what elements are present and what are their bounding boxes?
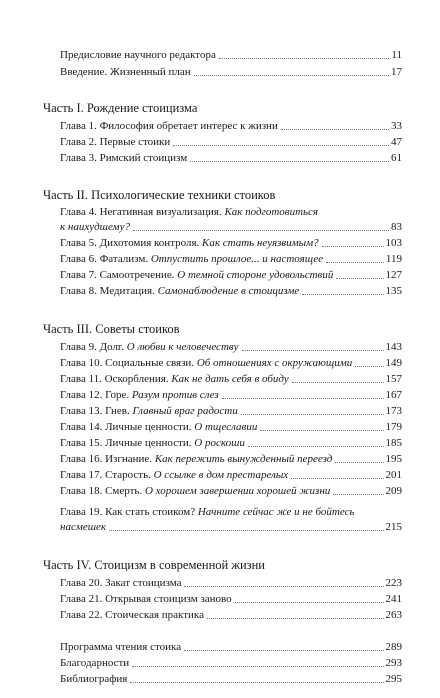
entry-title: Библиография [60, 673, 128, 685]
entry-title: Введение. Жизненный план [60, 66, 191, 78]
entry-title: Программа чтения стоика [60, 641, 182, 653]
entry-title: Глава 15. Личные ценности. [60, 437, 192, 449]
dot-leader [235, 602, 384, 603]
dot-leader [207, 618, 384, 619]
entry-subtitle: О роскоши [194, 437, 245, 449]
entry-title: Глава 5. Дихотомия контроля. [60, 237, 200, 249]
dot-leader [109, 530, 383, 531]
entry-subtitle: О темной стороне удовольствий [177, 269, 334, 281]
entry-page: 11 [391, 49, 402, 61]
entry-page: 241 [385, 593, 402, 605]
dot-leader [173, 145, 389, 146]
entry-title: Глава 19. Как стать стоиком? [60, 506, 196, 518]
toc-entry[interactable] [60, 356, 402, 370]
entry-subtitle: Разум против слез [131, 389, 219, 401]
entry-title: Глава 11. Оскорбления. [60, 373, 169, 385]
toc-entry-line1[interactable] [60, 205, 402, 219]
entry-title: Глава 13. Гнев. [60, 405, 130, 417]
entry-page: 33 [391, 120, 402, 132]
entry-title: Глава 3. Римский стоицизм [60, 152, 188, 164]
entry-page: 295 [385, 673, 402, 685]
entry-page: 209 [385, 485, 402, 497]
toc-entry-line1[interactable] [60, 505, 402, 519]
entry-subtitle: Отпустить прошлое... и настоящее [150, 253, 324, 265]
toc-entry[interactable] [60, 436, 402, 450]
dot-leader [133, 230, 389, 231]
entry-page: 167 [385, 389, 402, 401]
entry-subtitle: О любви к человечеству [126, 341, 239, 353]
entry-page: 157 [385, 373, 402, 385]
entry-page: 83 [391, 221, 402, 233]
toc-entry[interactable] [60, 151, 402, 165]
toc-entry-line2[interactable] [60, 520, 402, 534]
entry-subtitle: Как подготовиться [224, 206, 319, 218]
dot-leader [194, 75, 389, 76]
entry-subtitle: к наихудшему? [60, 221, 130, 233]
toc-entry-preface[interactable] [60, 48, 402, 62]
dot-leader [336, 278, 383, 279]
toc-entry[interactable] [60, 576, 402, 590]
entry-subtitle: Как не дать себя в обиду [171, 373, 289, 385]
dot-leader [190, 161, 389, 162]
toc-entry[interactable] [60, 420, 402, 434]
dot-leader [132, 666, 383, 667]
entry-title: Глава 4. Негативная визуализация. [60, 206, 222, 218]
dot-leader [335, 462, 383, 463]
entry-page: 263 [385, 609, 402, 621]
dot-leader [292, 382, 384, 383]
entry-subtitle: О ссылке в дом престарелых [153, 469, 289, 481]
dot-leader [184, 586, 383, 587]
entry-title: Глава 20. Закат стоицизма [60, 577, 182, 589]
part-heading: Часть I. Рождение стоицизма [43, 101, 198, 115]
entry-page: 223 [385, 577, 402, 589]
entry-title: Глава 14. Личные ценности. [60, 421, 192, 433]
dot-leader [130, 682, 383, 683]
dot-leader [302, 294, 383, 295]
entry-title: Глава 2. Первые стоики [60, 136, 171, 148]
dot-leader [355, 366, 383, 367]
entry-page: 127 [385, 269, 402, 281]
entry-subtitle: Об отношениях с окружающими [196, 357, 353, 369]
dot-leader [260, 430, 383, 431]
entry-page: 135 [385, 285, 402, 297]
toc-entry[interactable] [60, 372, 402, 386]
entry-page: 143 [385, 341, 402, 353]
toc-entry[interactable] [60, 468, 402, 482]
entry-subtitle: Самонаблюдение в стоицизме [157, 285, 300, 297]
entry-title: Глава 12. Горе. [60, 389, 130, 401]
entry-title: Глава 1. Философия обретает интерес к жизни [60, 120, 278, 132]
entry-page: 149 [385, 357, 402, 369]
entry-subtitle: насмешек [60, 521, 107, 533]
dot-leader [248, 446, 384, 447]
entry-title: Глава 16. Изгнание. [60, 453, 153, 465]
dot-leader [184, 650, 383, 651]
entry-title: Глава 21. Открывая стоицизм заново [60, 593, 232, 605]
entry-title: Глава 17. Старость. [60, 469, 151, 481]
dot-leader [322, 246, 384, 247]
entry-subtitle: О тщеславии [194, 421, 258, 433]
toc-entry-introduction[interactable] [60, 65, 402, 79]
part-heading: Часть II. Психологические техники стоиков [43, 188, 276, 202]
entry-title: Благодарности [60, 657, 130, 669]
toc-entry[interactable] [60, 340, 402, 354]
entry-page: 293 [385, 657, 402, 669]
toc-entry[interactable] [60, 135, 402, 149]
entry-page: 179 [385, 421, 402, 433]
toc-entry[interactable] [60, 592, 402, 606]
entry-subtitle: Главный враг радости [132, 405, 238, 417]
part-heading: Часть III. Советы стоиков [43, 322, 180, 336]
entry-title: Глава 7. Самоотречение. [60, 269, 175, 281]
entry-title: Глава 8. Медитация. [60, 285, 155, 297]
entry-subtitle: Как стать неуязвимым? [202, 237, 319, 249]
toc-entry[interactable] [60, 236, 402, 250]
toc-entry[interactable] [60, 608, 402, 622]
entry-page: 201 [385, 469, 402, 481]
dot-leader [281, 129, 389, 130]
entry-subtitle: О хорошем завершении хорошей жизни [144, 485, 331, 497]
entry-page: 47 [391, 136, 402, 148]
entry-page: 103 [385, 237, 402, 249]
entry-page: 17 [391, 66, 402, 78]
entry-page: 289 [385, 641, 402, 653]
dot-leader [219, 58, 390, 59]
entry-page: 61 [391, 152, 402, 164]
dot-leader [241, 414, 384, 415]
entry-title: Глава 18. Смерть. [60, 485, 143, 497]
toc-entry[interactable] [60, 404, 402, 418]
dot-leader [333, 494, 383, 495]
toc-entry-line2[interactable] [60, 220, 402, 234]
part-heading: Часть IV. Стоицизм в современной жизни [43, 558, 265, 572]
entry-title: Предисловие научного редактора [60, 49, 216, 61]
toc-entry[interactable] [60, 452, 402, 466]
entry-title: Глава 6. Фатализм. [60, 253, 149, 265]
toc-entry[interactable] [60, 484, 402, 498]
toc-entry-acknowledgements[interactable] [60, 656, 402, 670]
entry-title: Глава 10. Социальные связи. [60, 357, 195, 369]
dot-leader [242, 350, 384, 351]
entry-subtitle: Начните сейчас же и не бойтесь [197, 506, 355, 518]
entry-page: 195 [385, 453, 402, 465]
dot-leader [291, 478, 383, 479]
toc-entry[interactable] [60, 268, 402, 282]
entry-page: 185 [385, 437, 402, 449]
toc-entry[interactable] [60, 284, 402, 298]
entry-subtitle: Как пережить вынужденный переезд [154, 453, 333, 465]
entry-page: 119 [385, 253, 402, 265]
entry-title: Глава 9. Долг. [60, 341, 124, 353]
toc-entry[interactable] [60, 119, 402, 133]
toc-entry[interactable] [60, 388, 402, 402]
dot-leader [326, 262, 384, 263]
entry-page: 215 [385, 521, 402, 533]
toc-entry-reading-program[interactable] [60, 640, 402, 654]
dot-leader [222, 398, 384, 399]
entry-title: Глава 22. Стоическая практика [60, 609, 204, 621]
toc-entry[interactable] [60, 252, 402, 266]
toc-entry-bibliography[interactable] [60, 672, 402, 686]
entry-page: 173 [385, 405, 402, 417]
